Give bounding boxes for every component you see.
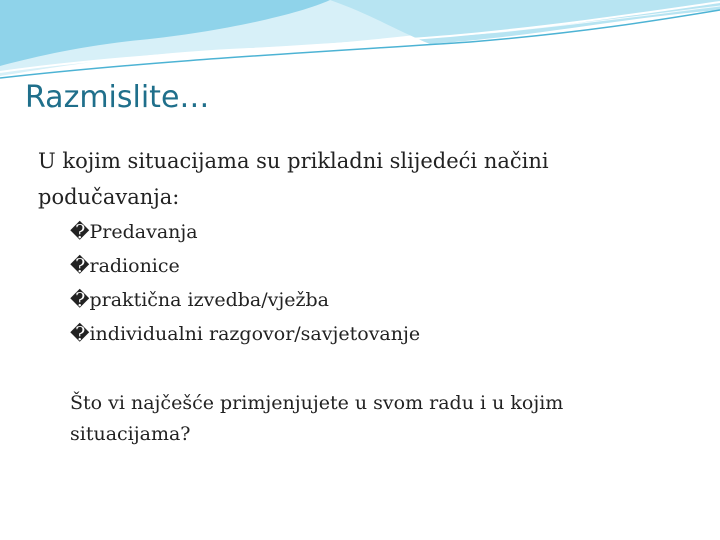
header-wave-decoration <box>0 0 720 80</box>
list-item: �praktična izvedba/vježba <box>70 289 330 311</box>
question-line-1: Što vi najčešće primjenjujete u svom radu i u kojim <box>70 392 564 414</box>
question-line-2: situacijama? <box>70 423 191 445</box>
list-item: �radionice <box>70 255 180 277</box>
intro-question <box>38 143 678 215</box>
teaching-methods-list <box>70 215 420 351</box>
list-item: �Predavanja <box>70 221 198 243</box>
intro-line-2: podučavanja: <box>38 185 180 209</box>
follow-up-question <box>70 388 670 450</box>
list-item: �individualni razgovor/savjetovanje <box>70 323 421 345</box>
intro-line-1: U kojim situacijama su prikladni slijedeći načini <box>38 149 549 173</box>
slide-title: Razmislite… <box>25 80 210 115</box>
